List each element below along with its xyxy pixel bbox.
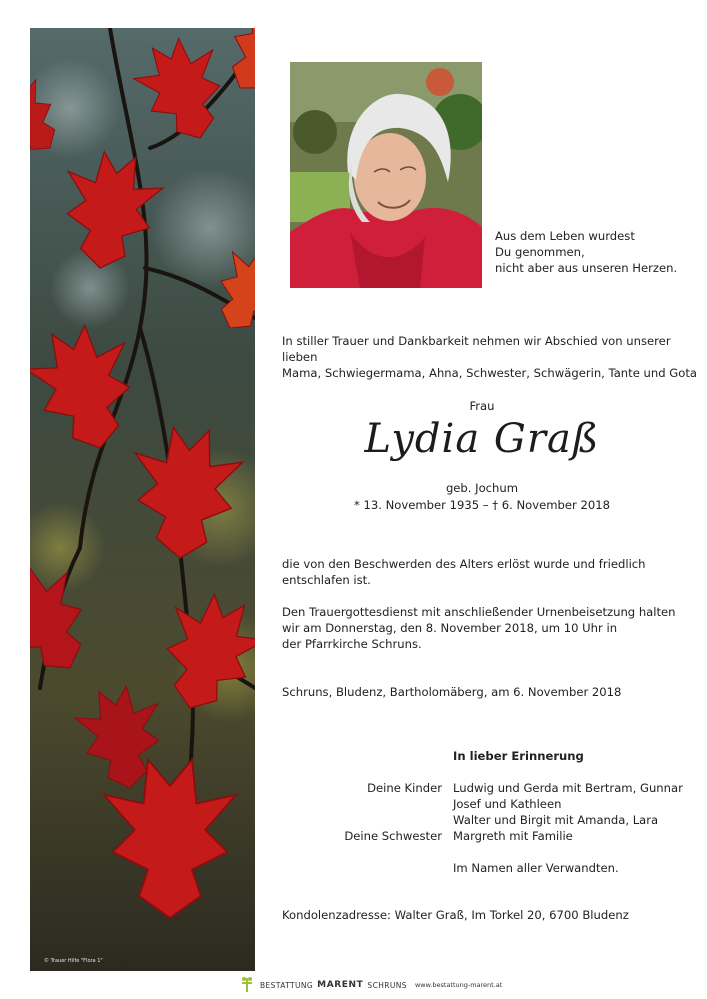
portrait-photo [290, 62, 482, 288]
children-line-3: Walter und Birgit mit Amanda, Lara [453, 813, 659, 827]
service-paragraph [282, 604, 702, 652]
mourners-heading: In lieber Erinnerung [453, 749, 584, 763]
service-line-1: Den Trauergottesdienst mit anschließender Urnenbeisetzung halten [282, 605, 676, 619]
passing-paragraph [282, 556, 702, 588]
funeral-home-footer [240, 975, 502, 995]
children-label: Deine Kinder [367, 781, 442, 795]
cross-sprout-icon [240, 976, 254, 994]
intro-line-2: Mama, Schwiegermama, Ahna, Schwester, Schwägerin, Tante und Gota [282, 366, 697, 380]
children-list [453, 780, 693, 828]
children-line-1: Ludwig und Gerda mit Bertram, Gunnar [453, 781, 683, 795]
children-line-2: Josef und Kathleen [453, 797, 562, 811]
footer-url[interactable]: www.bestattung-marent.at [414, 981, 503, 989]
deceased-name: Lydia Graß [364, 416, 600, 462]
title-frau: Frau [469, 399, 495, 413]
condolence-address: Kondolenzadresse: Walter Graß, Im Torkel 20, 6700 Bludenz [282, 908, 629, 922]
passing-line-1: die von den Beschwerden des Alters erlöst wurde und friedlich [282, 557, 646, 571]
passing-line-2: entschlafen ist. [282, 573, 371, 587]
place-date: Schruns, Bludenz, Bartholomäberg, am 6. November 2018 [282, 685, 622, 699]
intro-line-1: In stiller Trauer und Dankbarkeit nehmen wir Abschied von unserer lieben [282, 334, 671, 364]
service-line-2: wir am Donnerstag, den 8. November 2018, um 10 Uhr in [282, 621, 618, 635]
autumn-leaves-image [30, 28, 255, 971]
quote-line-1: Aus dem Leben wurdest [495, 229, 635, 243]
quote-line-3: nicht aber aus unseren Herzen. [495, 261, 678, 275]
quote-line-2: Du genommen, [495, 245, 585, 259]
photo-credit: © Trauer Hilfe "Flora 1" [44, 958, 103, 964]
intro-text [282, 333, 702, 381]
memorial-quote [495, 228, 695, 276]
service-line-3: der Pfarrkirche Schruns. [282, 637, 422, 651]
footer-prefix: BESTATTUNG [260, 980, 314, 990]
birth-name: geb. Jochum [445, 481, 519, 495]
relatives-line: Im Namen aller Verwandten. [453, 861, 619, 875]
sister-label: Deine Schwester [344, 829, 442, 843]
sister-line: Margreth mit Familie [453, 829, 573, 843]
footer-location: SCHRUNS [367, 980, 407, 990]
life-dates: * 13. November 1935 – † 6. November 2018 [353, 498, 610, 512]
footer-brand: MARENT [317, 980, 364, 990]
